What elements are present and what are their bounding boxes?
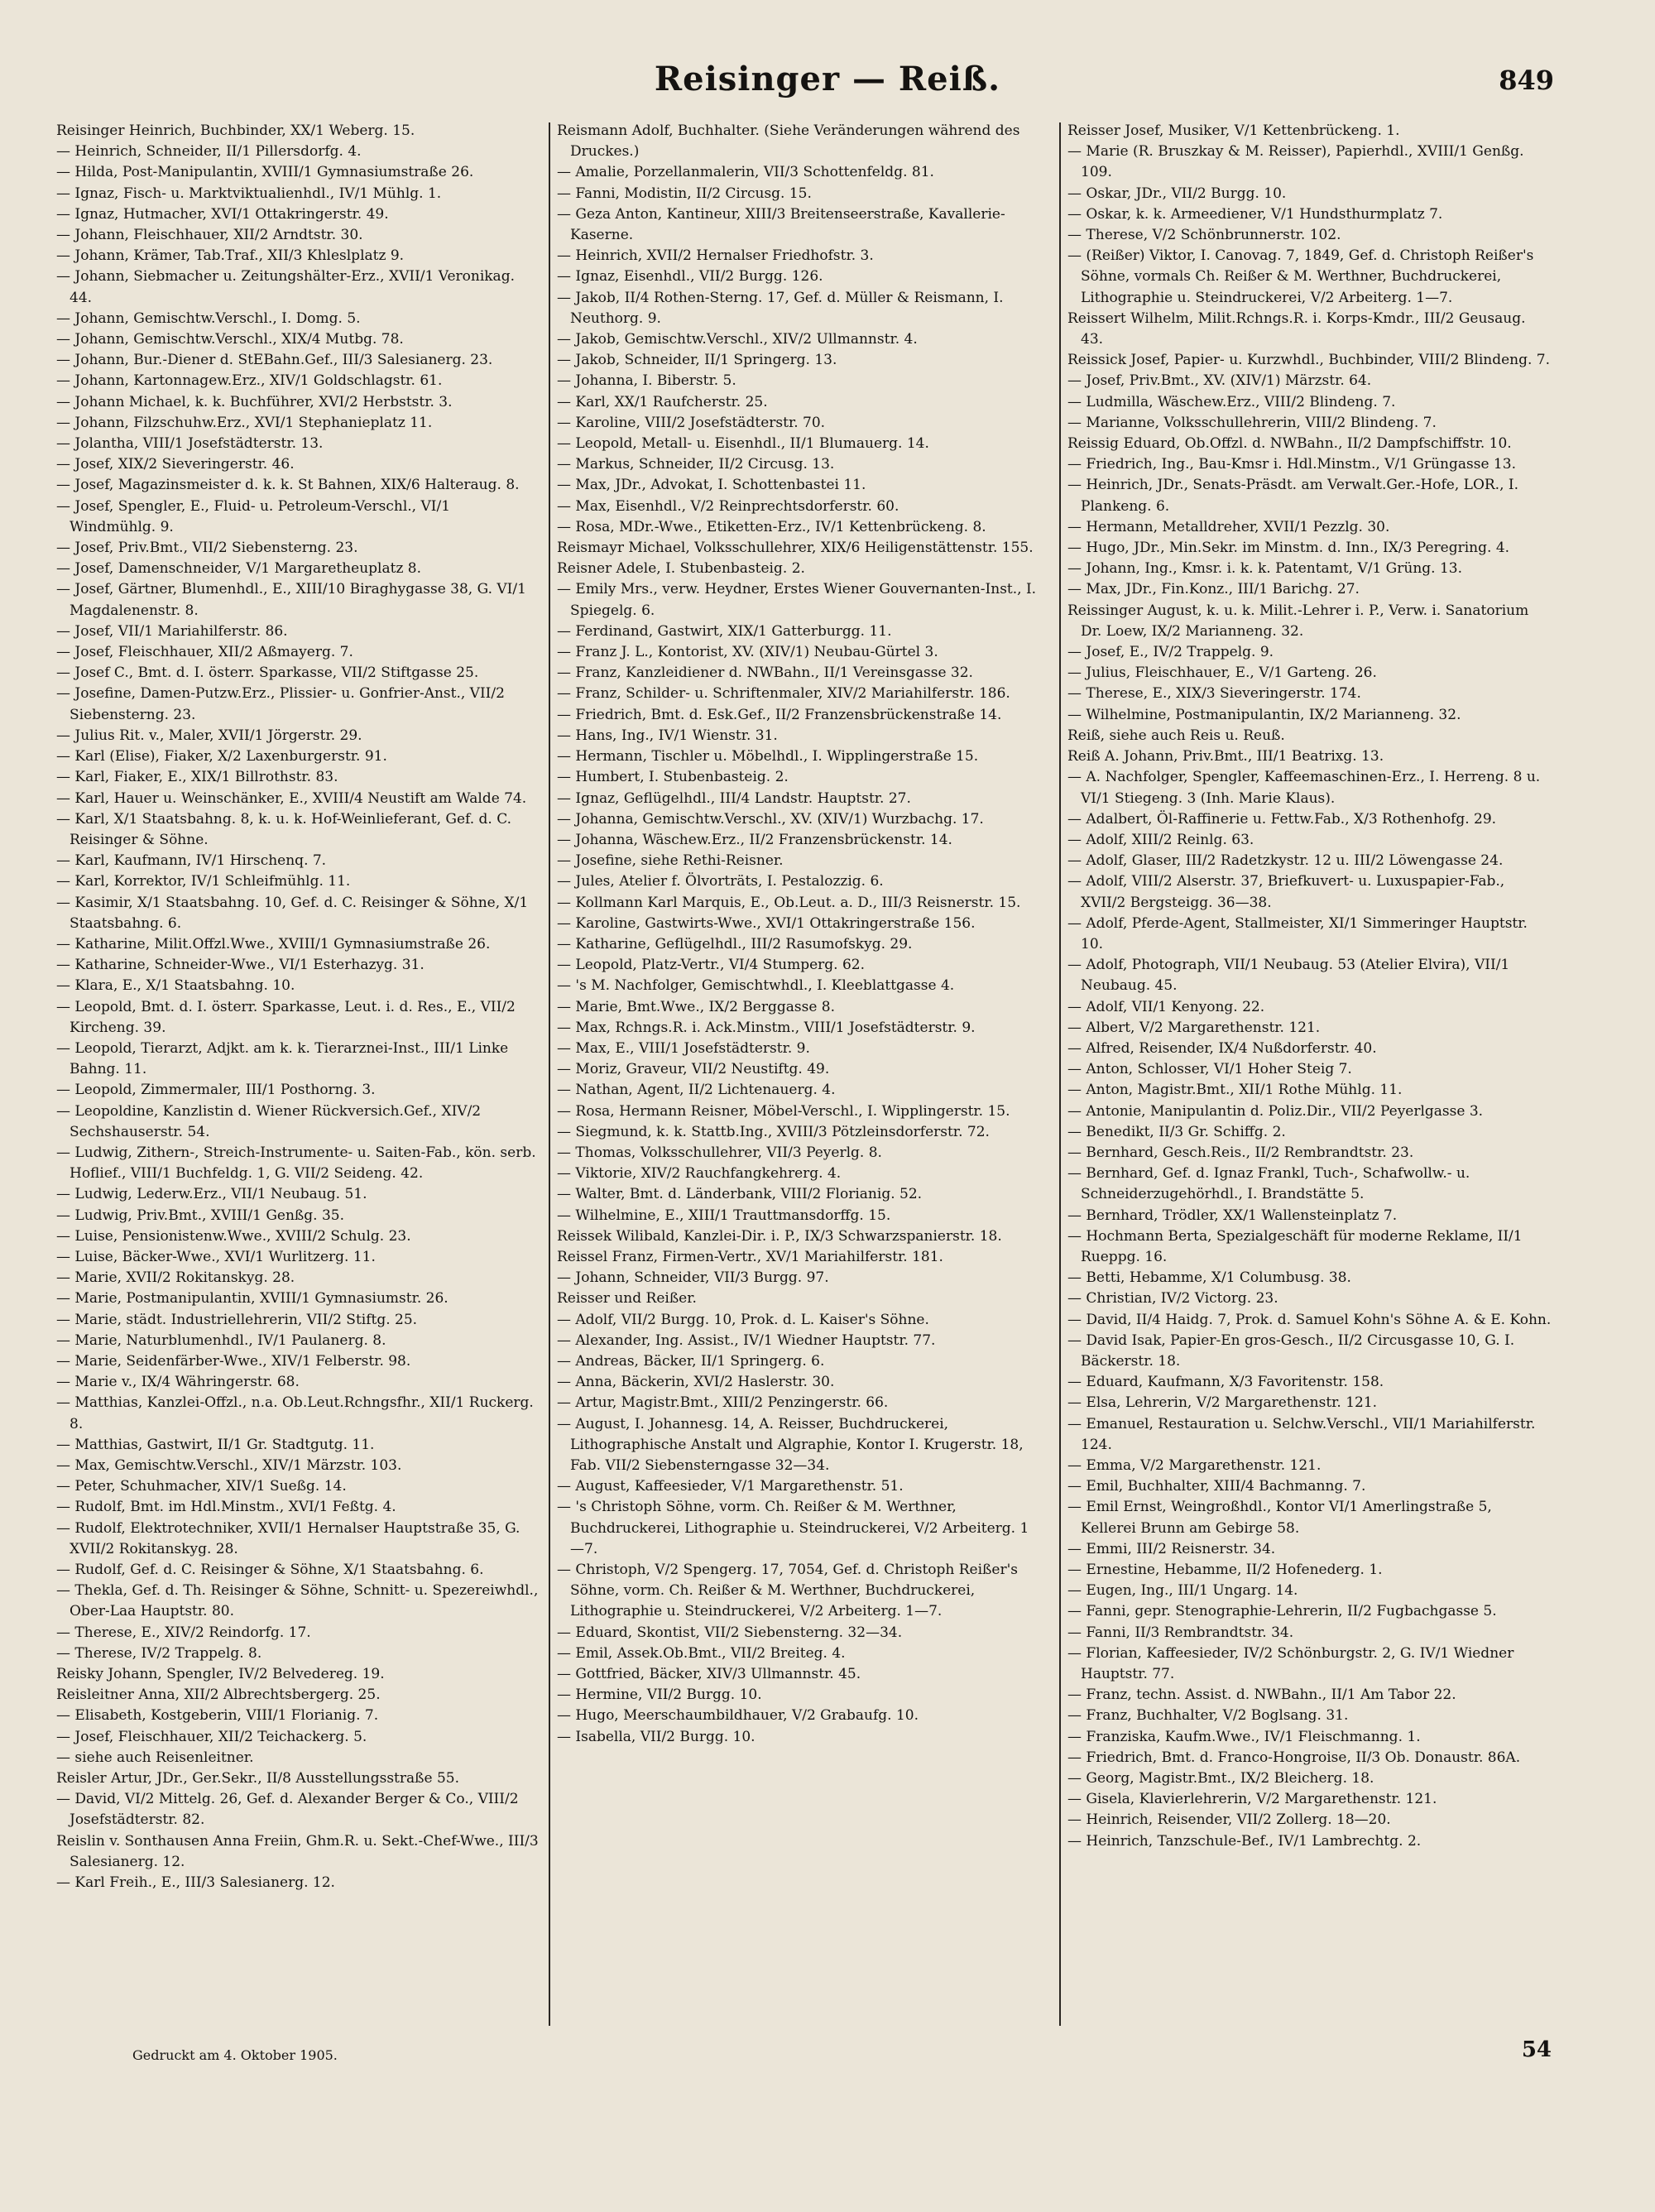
directory-subentry: — Alfred, Reisender, IX/4 Nußdorferstr. 40. xyxy=(1067,1039,1552,1059)
directory-subentry: — Karl Freih., E., III/3 Salesianerg. 12. xyxy=(56,1873,540,1893)
directory-subentry: — Ignaz, Hutmacher, XVI/1 Ottakringerstr. 49. xyxy=(56,204,540,225)
directory-subentry: — Adolf, Photograph, VII/1 Neubaug. 53 (Atelier Elvira), VII/1 Neubaug. 45. xyxy=(1067,955,1552,996)
directory-subentry: — Josef, Magazinsmeister d. k. k. St Bahnen, XIX/6 Halteraug. 8. xyxy=(56,475,540,496)
directory-subentry: — Elisabeth, Kostgeberin, VIII/1 Florianig. 7. xyxy=(56,1706,540,1726)
directory-subentry: — David, II/4 Haidg. 7, Prok. d. Samuel Kohn's Söhne A. & E. Kohn. xyxy=(1067,1310,1552,1331)
directory-subentry: — Adolf, Glaser, III/2 Radetzkystr. 12 u. III/2 Löwengasse 24. xyxy=(1067,851,1552,871)
directory-subentry: — Josef, Gärtner, Blumenhdl., E., XIII/10 Biraghygasse 38, G. VI/1 Magdalenenstr. 8. xyxy=(56,579,540,621)
directory-subentry: — Marie (R. Bruszkay & M. Reisser), Papierhdl., XVIII/1 Genßg. 109. xyxy=(1067,142,1552,183)
directory-subentry: — Nathan, Agent, II/2 Lichtenauerg. 4. xyxy=(557,1080,1041,1101)
directory-subentry: — Oskar, JDr., VII/2 Burgg. 10. xyxy=(1067,184,1552,204)
directory-subentry: — Adolf, VII/2 Burgg. 10, Prok. d. L. Kaiser's Söhne. xyxy=(557,1310,1041,1331)
directory-subentry: — Eugen, Ing., III/1 Ungarg. 14. xyxy=(1067,1581,1552,1601)
directory-subentry: — Adolf, VIII/2 Alserstr. 37, Briefkuvert- u. Luxuspapier-Fab., XVII/2 Bergsteigg. 36—38. xyxy=(1067,871,1552,913)
directory-subentry: — Emil, Buchhalter, XIII/4 Bachmanng. 7. xyxy=(1067,1476,1552,1497)
directory-subentry: — Josef, Priv.Bmt., VII/2 Siebensterng. 23. xyxy=(56,538,540,559)
directory-subentry: — Fanni, Modistin, II/2 Circusg. 15. xyxy=(557,184,1041,204)
directory-subentry: — Karl, Kaufmann, IV/1 Hirschenq. 7. xyxy=(56,851,540,871)
directory-subentry: — Therese, E., XIV/2 Reindorfg. 17. xyxy=(56,1623,540,1643)
directory-subentry: — Therese, E., XIX/3 Sieveringerstr. 174. xyxy=(1067,684,1552,704)
directory-subentry: — Adolf, VII/1 Kenyong. 22. xyxy=(1067,997,1552,1018)
directory-subentry: — Matthias, Gastwirt, II/1 Gr. Stadtgutg. 11. xyxy=(56,1435,540,1456)
directory-subentry: — Karl (Elise), Fiaker, X/2 Laxenburgerstr. 91. xyxy=(56,746,540,767)
directory-subentry: — Josef, Fleischhauer, XII/2 Aßmayerg. 7. xyxy=(56,642,540,663)
directory-subentry: — David, VI/2 Mittelg. 26, Gef. d. Alexander Berger & Co., VIII/2 Josefstädterstr. 82. xyxy=(56,1789,540,1831)
directory-subentry: — Franz J. L., Kontorist, XV. (XIV/1) Neubau-Gürtel 3. xyxy=(557,642,1041,663)
directory-subentry: — Hochmann Berta, Spezialgeschäft für moderne Reklame, II/1 Rueppg. 16. xyxy=(1067,1226,1552,1268)
directory-subentry: — Josef, Spengler, E., Fluid- u. Petroleum-Verschl., VI/1 Windmühlg. 9. xyxy=(56,497,540,538)
directory-subentry: — Eduard, Kaufmann, X/3 Favoritenstr. 158. xyxy=(1067,1372,1552,1393)
directory-subentry: — Anna, Bäckerin, XVI/2 Haslerstr. 30. xyxy=(557,1372,1041,1393)
directory-subentry: — Johann, Krämer, Tab.Traf., XII/3 Khleslplatz 9. xyxy=(56,246,540,266)
directory-subentry: — Matthias, Kanzlei-Offzl., n.a. Ob.Leut.Rchngsfhr., XII/1 Ruckerg. 8. xyxy=(56,1393,540,1434)
directory-subentry: — Christian, IV/2 Victorg. 23. xyxy=(1067,1288,1552,1309)
directory-entry: Reissick Josef, Papier- u. Kurzwhdl., Buchbinder, VIII/2 Blindeng. 7. xyxy=(1067,352,1551,369)
directory-subentry: — Jolantha, VIII/1 Josefstädterstr. 13. xyxy=(56,434,540,454)
directory-subentry: — Markus, Schneider, II/2 Circusg. 13. xyxy=(557,454,1041,475)
directory-subentry: — Franz, Schilder- u. Schriftenmaler, XIV/2 Mariahilferstr. 186. xyxy=(557,684,1041,704)
directory-subentry: — Hilda, Post-Manipulantin, XVIII/1 Gymnasiumstraße 26. xyxy=(56,162,540,183)
directory-subentry: — Andreas, Bäcker, II/1 Springerg. 6. xyxy=(557,1351,1041,1372)
directory-subentry: — Karoline, VIII/2 Josefstädterstr. 70. xyxy=(557,413,1041,434)
directory-entry: Reisser Josef, Musiker, V/1 Kettenbrückeng. 1. xyxy=(1067,122,1400,139)
directory-subentry: — Artur, Magistr.Bmt., XIII/2 Penzingerstr. 66. xyxy=(557,1393,1041,1413)
page-title: Reisinger — Reiß. xyxy=(654,60,1001,98)
directory-subentry: — Ignaz, Eisenhdl., VII/2 Burgg. 126. xyxy=(557,266,1041,287)
print-date-note: Gedruckt am 4. Oktober 1905. xyxy=(132,2047,338,2063)
directory-subentry: — Klara, E., X/1 Staatsbahng. 10. xyxy=(56,976,540,996)
directory-subentry: — Gisela, Klavierlehrerin, V/2 Margarethenstr. 121. xyxy=(1067,1789,1552,1810)
directory-subentry: — Franz, Kanzleidiener d. NWBahn., II/1 Vereinsgasse 32. xyxy=(557,663,1041,684)
directory-subentry: — Ignaz, Fisch- u. Marktviktualienhdl., IV/1 Mühlg. 1. xyxy=(56,184,540,204)
directory-subentry: — Fanni, gepr. Stenographie-Lehrerin, II/2 Fugbachgasse 5. xyxy=(1067,1601,1552,1622)
directory-subentry: — Luise, Bäcker-Wwe., XVI/1 Wurlitzerg. 11. xyxy=(56,1247,540,1268)
directory-subentry: — Johann, Kartonnagew.Erz., XIV/1 Goldschlagstr. 61. xyxy=(56,371,540,391)
directory-subentry: — 's Christoph Söhne, vorm. Ch. Reißer & M. Werthner, Buchdruckerei, Lithographie u. Steindruckerei, V/2 Arbeiterg. 1—7. xyxy=(557,1497,1041,1560)
directory-subentry: — Adalbert, Öl-Raffinerie u. Fettw.Fab., X/3 Rothenhofg. 29. xyxy=(1067,809,1552,830)
directory-subentry: — A. Nachfolger, Spengler, Kaffeemaschinen-Erz., I. Herreng. 8 u. VI/1 Stiegeng. 3 (Inh. Marie Klaus). xyxy=(1067,767,1552,809)
directory-subentry: — Marie, städt. Industriellehrerin, VII/2 Stiftg. 25. xyxy=(56,1310,540,1331)
directory-subentry: — Emmi, III/2 Reisnerstr. 34. xyxy=(1067,1539,1552,1560)
directory-subentry: — Jakob, Gemischtw.Verschl., XIV/2 Ullmannstr. 4. xyxy=(557,329,1041,350)
directory-subentry: — Bernhard, Gef. d. Ignaz Frankl, Tuch-, Schafwollw.- u. Schneiderzugehörhdl., I. Brandstätte 5. xyxy=(1067,1164,1552,1205)
directory-subentry: — Heinrich, Schneider, II/1 Pillersdorfg. 4. xyxy=(56,142,540,162)
directory-subentry: — Josefine, siehe Rethi-Reisner. xyxy=(557,851,1041,871)
directory-subentry: — Kollmann Karl Marquis, E., Ob.Leut. a. D., III/3 Reisnerstr. 15. xyxy=(557,893,1041,914)
directory-subentry: — Karl, Hauer u. Weinschänker, E., XVIII/4 Neustift am Walde 74. xyxy=(56,789,540,809)
directory-subentry: — Franziska, Kaufm.Wwe., IV/1 Fleischmanng. 1. xyxy=(1067,1727,1552,1748)
directory-subentry: — Jules, Atelier f. Ölvorträts, I. Pestalozzig. 6. xyxy=(557,871,1041,892)
directory-subentry: — Gottfried, Bäcker, XIV/3 Ullmannstr. 45. xyxy=(557,1664,1041,1685)
directory-subentry: — Johann, Schneider, VII/3 Burgg. 97. xyxy=(557,1268,1041,1288)
directory-subentry: — Friedrich, Bmt. d. Franco-Hongroise, II/3 Ob. Donaustr. 86A. xyxy=(1067,1748,1552,1768)
directory-subentry: — Geza Anton, Kantineur, XIII/3 Breitenseerstraße, Kavallerie-Kaserne. xyxy=(557,204,1041,246)
directory-entry: Reisinger Heinrich, Buchbinder, XX/1 Weberg. 15. xyxy=(56,122,415,139)
directory-subentry: — Rudolf, Gef. d. C. Reisinger & Söhne, X/1 Staatsbahng. 6. xyxy=(56,1560,540,1581)
directory-subentry: — Emil Ernst, Weingroßhdl., Kontor VI/1 Amerlingstraße 5, Kellerei Brunn am Gebirge 58. xyxy=(1067,1497,1552,1538)
directory-subentry: — Therese, IV/2 Trappelg. 8. xyxy=(56,1643,540,1664)
directory-subentry: — Katharine, Schneider-Wwe., VI/1 Esterhazyg. 31. xyxy=(56,955,540,976)
directory-subentry: — Christoph, V/2 Spengerg. 17, 7054, Gef. d. Christoph Reißer's Söhne, vorm. Ch. Reißer & M. Werthner, Buchdruckerei, Lithographie u. Steindruckerei, V/2 Arbeiterg. 1—7. xyxy=(557,1560,1041,1623)
directory-subentry: — Adolf, XIII/2 Reinlg. 63. xyxy=(1067,830,1552,851)
directory-subentry: — Josef, VII/1 Mariahilferstr. 86. xyxy=(56,621,540,642)
directory-subentry: — Johann, Bur.-Diener d. StEBahn.Gef., III/3 Salesianerg. 23. xyxy=(56,350,540,371)
directory-subentry: — Karl, Fiaker, E., XIX/1 Billrothstr. 83. xyxy=(56,767,540,788)
directory-subentry: — Hugo, JDr., Min.Sekr. im Minstm. d. Inn., IX/3 Peregring. 4. xyxy=(1067,538,1552,559)
directory-subentry: — Leopold, Tierarzt, Adjkt. am k. k. Tierarznei-Inst., III/1 Linke Bahng. 11. xyxy=(56,1039,540,1080)
directory-subentry: — Thomas, Volksschullehrer, VII/3 Peyerlg. 8. xyxy=(557,1143,1041,1164)
directory-subentry: — Johanna, I. Biberstr. 5. xyxy=(557,371,1041,391)
directory-subentry: — Ludwig, Priv.Bmt., XVIII/1 Genßg. 35. xyxy=(56,1206,540,1226)
directory-subentry: — Johann, Ing., Kmsr. i. k. k. Patentamt, V/1 Grüng. 13. xyxy=(1067,559,1552,579)
directory-subentry: — Ludwig, Zithern-, Streich-Instrumente- u. Saiten-Fab., kön. serb. Hoflief., VIII/1 Buchfeldg. 1, G. VII/2 Seideng. 42. xyxy=(56,1143,540,1184)
directory-entry: Reisleitner Anna, XII/2 Albrechtsbergerg. 25. xyxy=(56,1687,381,1704)
directory-subentry: — Julius Rit. v., Maler, XVII/1 Jörgerstr. 29. xyxy=(56,726,540,746)
directory-subentry: — Elsa, Lehrerin, V/2 Margarethenstr. 121. xyxy=(1067,1393,1552,1413)
directory-subentry: — Albert, V/2 Margarethenstr. 121. xyxy=(1067,1018,1552,1039)
directory-subentry: — Heinrich, Reisender, VII/2 Zollerg. 18—20. xyxy=(1067,1810,1552,1831)
directory-subentry: — Moriz, Graveur, VII/2 Neustiftg. 49. xyxy=(557,1059,1041,1080)
directory-subentry: — Ludwig, Lederw.Erz., VII/1 Neubaug. 51. xyxy=(56,1184,540,1205)
directory-subentry: — Leopoldine, Kanzlistin d. Wiener Rückversich.Gef., XIV/2 Sechshauserstr. 54. xyxy=(56,1101,540,1143)
directory-subentry: — Josef, Priv.Bmt., XV. (XIV/1) Märzstr. 64. xyxy=(1067,371,1552,391)
directory-subentry: — Rudolf, Elektrotechniker, XVII/1 Hernalser Hauptstraße 35, G. XVII/2 Rokitanskyg. 28. xyxy=(56,1519,540,1560)
directory-subentry: — Josef, Fleischhauer, XII/2 Teichackerg. 5. xyxy=(56,1727,540,1748)
directory-subentry: — Therese, V/2 Schönbrunnerstr. 102. xyxy=(1067,225,1552,246)
directory-subentry: — Emil, Assek.Ob.Bmt., VII/2 Breiteg. 4. xyxy=(557,1643,1041,1664)
column-divider xyxy=(549,122,550,2026)
directory-subentry: — Rosa, MDr.-Wwe., Etiketten-Erz., IV/1 Kettenbrückeng. 8. xyxy=(557,517,1041,538)
directory-entry: Reismann Adolf, Buchhalter. (Siehe Veränderungen während des Druckes.) xyxy=(557,122,1020,161)
directory-subentry: — Rosa, Hermann Reisner, Möbel-Verschl., I. Wipplingerstr. 15. xyxy=(557,1101,1041,1122)
directory-subentry: — Julius, Fleischhauer, E., V/1 Garteng. 26. xyxy=(1067,663,1552,684)
directory-subentry: — Johann Michael, k. k. Buchführer, XVI/2 Herbststr. 3. xyxy=(56,392,540,413)
directory-subentry: — Johanna, Gemischtw.Verschl., XV. (XIV/1) Wurzbachg. 17. xyxy=(557,809,1041,830)
directory-subentry: — Leopold, Zimmermaler, III/1 Posthorng. 3. xyxy=(56,1080,540,1101)
directory-subentry: — Max, JDr., Advokat, I. Schottenbastei 11. xyxy=(557,475,1041,496)
directory-entry: Reissek Wilibald, Kanzlei-Dir. i. P., IX/3 Schwarzspanierstr. 18. xyxy=(557,1227,1002,1245)
directory-subentry: — Marie v., IX/4 Währingerstr. 68. xyxy=(56,1372,540,1393)
directory-subentry: — Johann, Gemischtw.Verschl., I. Domg. 5. xyxy=(56,309,540,329)
directory-subentry: — Ludmilla, Wäschew.Erz., VIII/2 Blindeng. 7. xyxy=(1067,392,1552,413)
directory-subentry: — Ferdinand, Gastwirt, XIX/1 Gatterburgg. 11. xyxy=(557,621,1041,642)
directory-subentry: — Johann, Siebmacher u. Zeitungshälter-Erz., XVII/1 Veronikag. 44. xyxy=(56,266,540,308)
directory-subentry: — Anton, Schlosser, VI/1 Hoher Steig 7. xyxy=(1067,1059,1552,1080)
directory-subentry: — Ignaz, Geflügelhdl., III/4 Landstr. Hauptstr. 27. xyxy=(557,789,1041,809)
directory-subentry: — Adolf, Pferde-Agent, Stallmeister, XI/1 Simmeringer Hauptstr. 10. xyxy=(1067,914,1552,955)
directory-subentry: — Walter, Bmt. d. Länderbank, VIII/2 Florianig. 52. xyxy=(557,1184,1041,1205)
directory-subentry: — Benedikt, II/3 Gr. Schiffg. 2. xyxy=(1067,1122,1552,1143)
directory-subentry: — Heinrich, XVII/2 Hernalser Friedhofstr. 3. xyxy=(557,246,1041,266)
directory-entry: Reisner Adele, I. Stubenbasteig. 2. xyxy=(557,560,805,578)
directory-subentry: — Bernhard, Trödler, XX/1 Wallensteinplatz 7. xyxy=(1067,1206,1552,1226)
directory-subentry: — Hugo, Meerschaumbildhauer, V/2 Grabaufg. 10. xyxy=(557,1706,1041,1726)
directory-subentry: — Eduard, Skontist, VII/2 Siebensterng. 32—34. xyxy=(557,1623,1041,1643)
directory-subentry: — Josef, Damenschneider, V/1 Margaretheuplatz 8. xyxy=(56,559,540,579)
directory-subentry: — Isabella, VII/2 Burgg. 10. xyxy=(557,1727,1041,1748)
directory-subentry: — Wilhelmine, Postmanipulantin, IX/2 Marianneng. 32. xyxy=(1067,705,1552,726)
directory-subentry: — Karl, XX/1 Raufcherstr. 25. xyxy=(557,392,1041,413)
directory-subentry: — Josef, XIX/2 Sieveringerstr. 46. xyxy=(56,454,540,475)
directory-subentry: — Jakob, Schneider, II/1 Springerg. 13. xyxy=(557,350,1041,371)
directory-subentry: — Marianne, Volksschullehrerin, VIII/2 Blindeng. 7. xyxy=(1067,413,1552,434)
directory-column-1 xyxy=(56,121,540,2041)
directory-subentry: — Georg, Magistr.Bmt., IX/2 Bleicherg. 18. xyxy=(1067,1768,1552,1789)
directory-subentry: — Oskar, k. k. Armeediener, V/1 Hundsthurmplatz 7. xyxy=(1067,204,1552,225)
directory-subentry: — Anton, Magistr.Bmt., XII/1 Rothe Mühlg. 11. xyxy=(1067,1080,1552,1101)
directory-subentry: — Leopold, Metall- u. Eisenhdl., II/1 Blumauerg. 14. xyxy=(557,434,1041,454)
directory-subentry: — Ernestine, Hebamme, II/2 Hofenederg. 1. xyxy=(1067,1560,1552,1581)
directory-entry: Reisler Artur, JDr., Ger.Sekr., II/8 Ausstellungsstraße 55. xyxy=(56,1770,459,1787)
directory-subentry: — Jakob, II/4 Rothen-Sterng. 17, Gef. d. Müller & Reismann, I. Neuthorg. 9. xyxy=(557,288,1041,329)
directory-subentry: — (Reißer) Viktor, I. Canovag. 7, 1849, Gef. d. Christoph Reißer's Söhne, vormals Ch. Reißer & M. Werthner, Buchdruckerei, Lithographie u. Steindruckerei, V/2 Arbeiterg. 1—7. xyxy=(1067,246,1552,309)
directory-subentry: — Hans, Ing., IV/1 Wienstr. 31. xyxy=(557,726,1041,746)
directory-subentry: — Leopold, Bmt. d. I. österr. Sparkasse, Leut. i. d. Res., E., VII/2 Kircheng. 39. xyxy=(56,997,540,1039)
directory-entry: Reissig Eduard, Ob.Offzl. d. NWBahn., II/2 Dampfschiffstr. 10. xyxy=(1067,435,1512,453)
directory-subentry: — Hermine, VII/2 Burgg. 10. xyxy=(557,1685,1041,1706)
directory-subentry: — Emanuel, Restauration u. Selchw.Verschl., VII/1 Mariahilferstr. 124. xyxy=(1067,1414,1552,1456)
directory-subentry: — August, Kaffeesieder, V/1 Margarethenstr. 51. xyxy=(557,1476,1041,1497)
directory-subentry: — Karl, Korrektor, IV/1 Schleifmühlg. 11. xyxy=(56,871,540,892)
directory-subentry: — Karl, X/1 Staatsbahng. 8, k. u. k. Hof-Weinlieferant, Gef. d. C. Reisinger & Söhne. xyxy=(56,809,540,851)
directory-subentry: — Josefine, Damen-Putzw.Erz., Plissier- u. Gonfrier-Anst., VII/2 Siebensterng. 23. xyxy=(56,684,540,725)
directory-subentry: — Friedrich, Bmt. d. Esk.Gef., II/2 Franzensbrückenstraße 14. xyxy=(557,705,1041,726)
directory-entry: Reisky Johann, Spengler, IV/2 Belvedereg. 19. xyxy=(56,1666,385,1683)
directory-subentry: — Humbert, I. Stubenbasteig. 2. xyxy=(557,767,1041,788)
directory-subentry: — Hermann, Tischler u. Möbelhdl., I. Wipplingerstraße 15. xyxy=(557,746,1041,767)
sheet-signature: 54 xyxy=(1521,2037,1552,2062)
directory-subentry: — Max, JDr., Fin.Konz., III/1 Barichg. 27. xyxy=(1067,579,1552,600)
directory-subentry: — Antonie, Manipulantin d. Poliz.Dir., VII/2 Peyerlgasse 3. xyxy=(1067,1101,1552,1122)
directory-subentry: — Friedrich, Ing., Bau-Kmsr i. Hdl.Minstm., V/1 Grüngasse 13. xyxy=(1067,454,1552,475)
directory-subentry: — Bernhard, Gesch.Reis., II/2 Rembrandtstr. 23. xyxy=(1067,1143,1552,1164)
directory-entry: Reisser und Reißer. xyxy=(557,1290,697,1308)
directory-entry: Reismayr Michael, Volksschullehrer, XIX/6 Heiligenstättenstr. 155. xyxy=(557,540,1034,557)
directory-subentry: — Katharine, Milit.Offzl.Wwe., XVIII/1 Gymnasiumstraße 26. xyxy=(56,934,540,955)
directory-subentry: — siehe auch Reisenleitner. xyxy=(56,1748,540,1768)
directory-subentry: — Max, Eisenhdl., V/2 Reinprechtsdorferstr. 60. xyxy=(557,497,1041,517)
directory-subentry: — Johanna, Wäschew.Erz., II/2 Franzensbrückenstr. 14. xyxy=(557,830,1041,851)
directory-subentry: — Max, E., VIII/1 Josefstädterstr. 9. xyxy=(557,1039,1041,1059)
directory-entry: Reiß A. Johann, Priv.Bmt., III/1 Beatrixg. 13. xyxy=(1067,748,1384,765)
directory-subentry: — Amalie, Porzellanmalerin, VII/3 Schottenfeldg. 81. xyxy=(557,162,1041,183)
directory-subentry: — Siegmund, k. k. Stattb.Ing., XVIII/3 Pötzleinsdorferstr. 72. xyxy=(557,1122,1041,1143)
page-number: 849 xyxy=(1499,65,1554,96)
directory-subentry: — Johann, Filzschuhw.Erz., XVI/1 Stephanieplatz 11. xyxy=(56,413,540,434)
directory-subentry: — Florian, Kaffeesieder, IV/2 Schönburgstr. 2, G. IV/1 Wiedner Hauptstr. 77. xyxy=(1067,1643,1552,1685)
directory-subentry: — Josef, E., IV/2 Trappelg. 9. xyxy=(1067,642,1552,663)
directory-subentry: — Luise, Pensionistenw.Wwe., XVIII/2 Schulg. 23. xyxy=(56,1226,540,1247)
directory-entry: Reissel Franz, Firmen-Vertr., XV/1 Mariahilferstr. 181. xyxy=(557,1248,943,1265)
directory-subentry: — Johann, Fleischhauer, XII/2 Arndtstr. 30. xyxy=(56,225,540,246)
directory-subentry: — Johann, Gemischtw.Verschl., XIX/4 Mutbg. 78. xyxy=(56,329,540,350)
directory-subentry: — Kasimir, X/1 Staatsbahng. 10, Gef. d. C. Reisinger & Söhne, X/1 Staatsbahng. 6. xyxy=(56,893,540,934)
directory-subentry: — 's M. Nachfolger, Gemischtwhdl., I. Kleeblattgasse 4. xyxy=(557,976,1041,996)
directory-subentry: — Peter, Schuhmacher, XIV/1 Sueßg. 14. xyxy=(56,1476,540,1497)
directory-subentry: — Max, Gemischtw.Verschl., XIV/1 Märzstr. 103. xyxy=(56,1456,540,1476)
directory-subentry: — Karoline, Gastwirts-Wwe., XVI/1 Ottakringerstraße 156. xyxy=(557,914,1041,934)
directory-subentry: — Thekla, Gef. d. Th. Reisinger & Söhne, Schnitt- u. Spezereiwhdl., Ober-Laa Hauptstr. 80. xyxy=(56,1581,540,1622)
directory-subentry: — Heinrich, Tanzschule-Bef., IV/1 Lambrechtg. 2. xyxy=(1067,1831,1552,1852)
directory-subentry: — Leopold, Platz-Vertr., VI/4 Stumperg. 62. xyxy=(557,955,1041,976)
directory-subentry: — Emily Mrs., verw. Heydner, Erstes Wiener Gouvernanten-Inst., I. Spiegelg. 6. xyxy=(557,579,1041,621)
directory-subentry: — Katharine, Geflügelhdl., III/2 Rasumofskyg. 29. xyxy=(557,934,1041,955)
directory-subentry: — Marie, Postmanipulantin, XVIII/1 Gymnasiumstr. 26. xyxy=(56,1288,540,1309)
directory-subentry: — Marie, Seidenfärber-Wwe., XIV/1 Felberstr. 98. xyxy=(56,1351,540,1372)
directory-subentry: — Rudolf, Bmt. im Hdl.Minstm., XVI/1 Feßtg. 4. xyxy=(56,1497,540,1518)
directory-subentry: — David Isak, Papier-En gros-Gesch., II/2 Circusgasse 10, G. I. Bäckerstr. 18. xyxy=(1067,1331,1552,1372)
directory-subentry: — Fanni, II/3 Rembrandtstr. 34. xyxy=(1067,1623,1552,1643)
directory-entry: Reiß, siehe auch Reis u. Reuß. xyxy=(1067,727,1285,744)
directory-entry: Reissinger August, k. u. k. Milit.-Lehrer i. P., Verw. i. Sanatorium Dr. Loew, IX/2 Marianneng. 32. xyxy=(1067,602,1529,640)
directory-subentry: — Emma, V/2 Margarethenstr. 121. xyxy=(1067,1456,1552,1476)
directory-subentry: — Franz, techn. Assist. d. NWBahn., II/1 Am Tabor 22. xyxy=(1067,1685,1552,1706)
directory-entry: Reislin v. Sonthausen Anna Freiin, Ghm.R. u. Sekt.-Chef-Wwe., III/3 Salesianerg. 12. xyxy=(56,1832,539,1870)
directory-subentry: — August, I. Johannesg. 14, A. Reisser, Buchdruckerei, Lithographische Anstalt und Algraphie, Kontor I. Krugerstr. 18, Fab. VII/2 Siebensterngasse 32—34. xyxy=(557,1414,1041,1477)
column-divider xyxy=(1059,122,1061,2026)
directory-subentry: — Max, Rchngs.R. i. Ack.Minstm., VIII/1 Josefstädterstr. 9. xyxy=(557,1018,1041,1039)
directory-column-3 xyxy=(1067,121,1552,2041)
directory-column-2 xyxy=(557,121,1041,2041)
directory-entry: Reissert Wilhelm, Milit.Rchngs.R. i. Korps-Kmdr., III/2 Geusaug. 43. xyxy=(1067,309,1526,348)
directory-subentry: — Alexander, Ing. Assist., IV/1 Wiedner Hauptstr. 77. xyxy=(557,1331,1041,1351)
directory-subentry: — Viktorie, XIV/2 Rauchfangkehrerg. 4. xyxy=(557,1164,1041,1184)
directory-subentry: — Heinrich, JDr., Senats-Präsdt. am Verwalt.Ger.-Hofe, LOR., I. Plankeng. 6. xyxy=(1067,475,1552,516)
directory-subentry: — Marie, Naturblumenhdl., IV/1 Paulanerg. 8. xyxy=(56,1331,540,1351)
directory-subentry: — Franz, Buchhalter, V/2 Boglsang. 31. xyxy=(1067,1706,1552,1726)
directory-subentry: — Marie, Bmt.Wwe., IX/2 Berggasse 8. xyxy=(557,997,1041,1018)
directory-subentry: — Betti, Hebamme, X/1 Columbusg. 38. xyxy=(1067,1268,1552,1288)
directory-subentry: — Hermann, Metalldreher, XVII/1 Pezzlg. 30. xyxy=(1067,517,1552,538)
directory-subentry: — Marie, XVII/2 Rokitanskyg. 28. xyxy=(56,1268,540,1288)
directory-subentry: — Wilhelmine, E., XIII/1 Trauttmansdorffg. 15. xyxy=(557,1206,1041,1226)
directory-subentry: — Josef C., Bmt. d. I. österr. Sparkasse, VII/2 Stiftgasse 25. xyxy=(56,663,540,684)
